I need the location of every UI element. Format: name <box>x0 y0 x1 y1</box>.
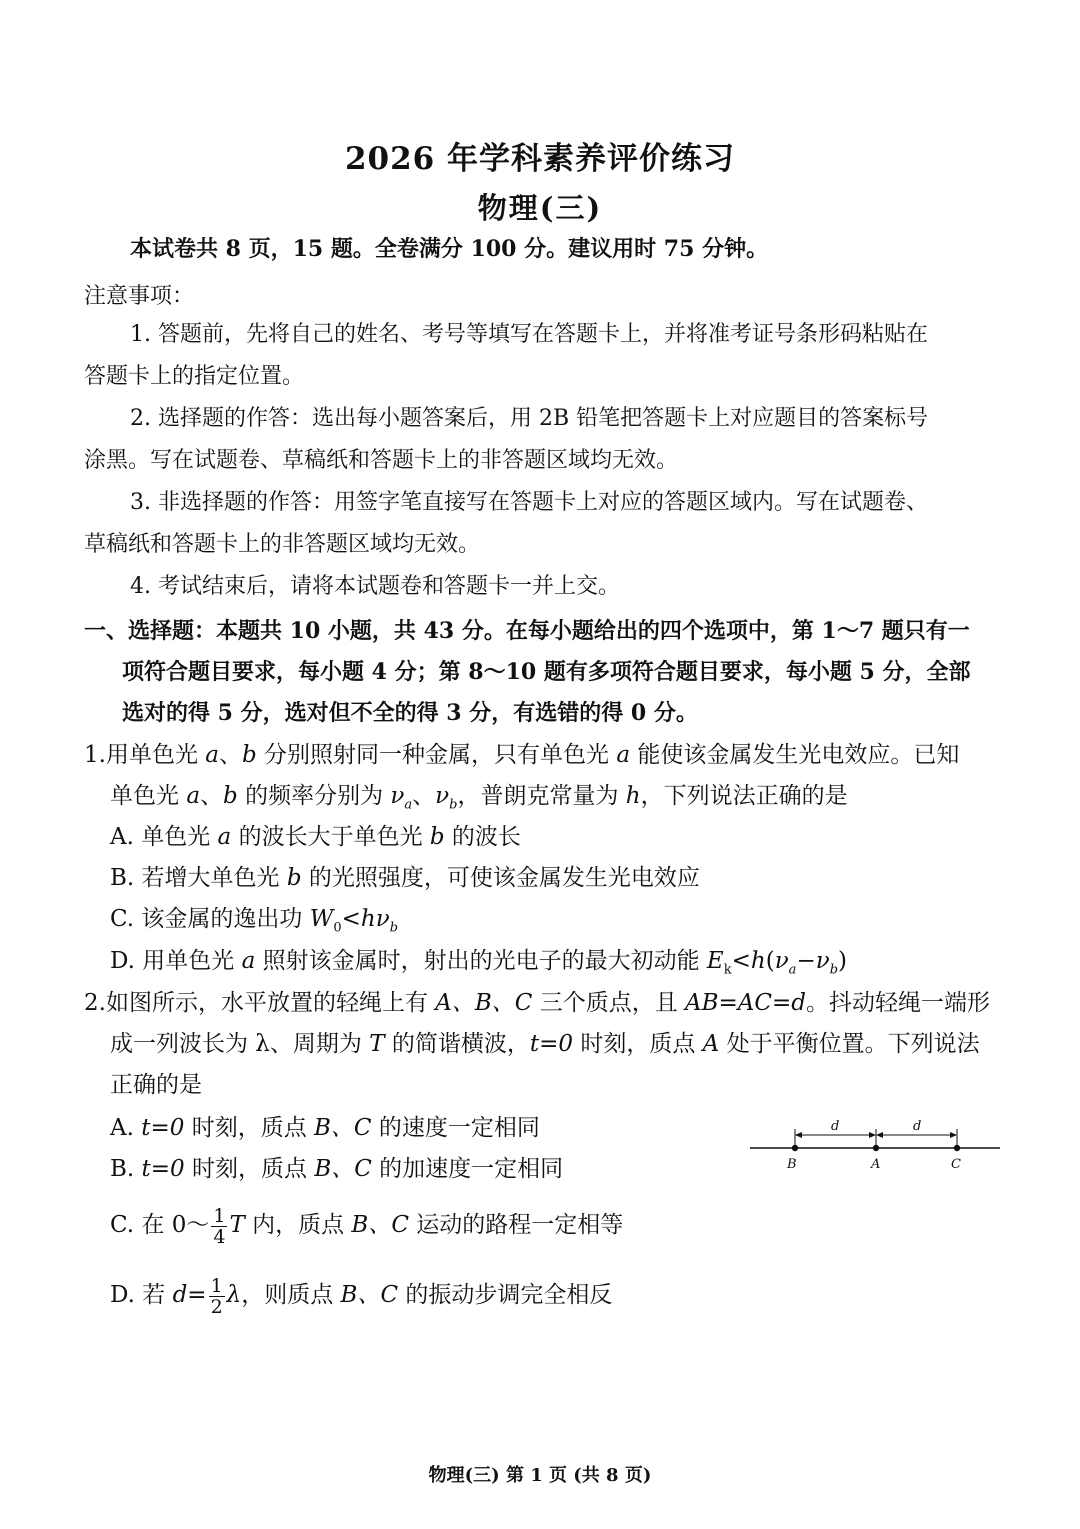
arrowhead <box>795 1132 802 1138</box>
fraction: $\frac{1}{4}$ <box>213 1204 226 1248</box>
notice-item-2: 2. 选择题的作答：选出每小题答案后，用 2B 铅笔把答题卡上对应题目的答案标号 <box>130 406 929 431</box>
point-b-label: B <box>787 1157 797 1172</box>
section-heading-cont-1: 项符合题目要求，每小题 4 分；第 8～10 题有多项符合题目要求，每小题 5 分，全部 <box>122 659 971 685</box>
page-title: 2026 年学科素养评价练习 <box>344 141 736 177</box>
arrowhead <box>876 1132 883 1138</box>
point-a-label: A <box>871 1157 881 1172</box>
question-1-option-a: A. 单色光 a 的波长大于单色光 b 的波长 <box>110 824 521 850</box>
question-1-option-c: C. 该金属的逸出功 $W_0<h\nu_b$ <box>110 906 399 936</box>
notice-item-3: 3. 非选择题的作答：用签字笔直接写在答题卡上对应的答题区域内。写在试题卷、 <box>130 490 928 515</box>
point-b <box>792 1145 798 1151</box>
question-2-stem: 2.如图所示，水平放置的轻绳上有 A、B、C 三个质点，且 AB=AC=d。抖动轻绳一端形 <box>84 990 991 1016</box>
question-2-option-a: A. t=0 时刻，质点 B、C 的速度一定相同 <box>110 1115 540 1141</box>
question-1-stem: 1.用单色光 a、b 分别照射同一种金属，只有单色光 a 能使该金属发生光电效应。已知 <box>84 742 960 768</box>
section-heading-cont-2: 选对的得 5 分，选对但不全的得 3 分，有选错的得 0 分。 <box>122 700 698 726</box>
notice-item-3-cont: 草稿纸和答题卡上的非答题区域均无效。 <box>84 532 481 557</box>
notice-item-1-cont: 答题卡上的指定位置。 <box>84 364 305 389</box>
question-1-option-d: D. 用单色光 a 照射该金属时，射出的光电子的最大初动能 $E_k<h(\nu_a-\nu_b)$ <box>110 948 848 978</box>
question-2-option-b: B. t=0 时刻，质点 B、C 的加速度一定相同 <box>110 1156 564 1182</box>
section-heading: 一、选择题：本题共 10 小题，共 43 分。在每小题给出的四个选项中，第 1～7 题只有一 <box>84 618 970 644</box>
point-c <box>954 1145 960 1151</box>
question-2-stem-cont: 成一列波长为 λ、周期为 T 的简谐横波，t=0 时刻，质点 A 处于平衡位置。下列说法 <box>110 1031 980 1057</box>
exam-info: 本试卷共 8 页，15 题。全卷满分 100 分。建议用时 75 分钟。 <box>130 236 769 262</box>
question-number: 1. <box>84 742 106 768</box>
question-number: 2. <box>84 990 106 1016</box>
distance-label: d <box>831 1119 840 1134</box>
point-a <box>873 1145 879 1151</box>
notice-item-1: 1. 答题前，先将自己的姓名、考号等填写在答题卡上，并将准考证号条形码粘贴在 <box>130 322 928 347</box>
question-1-stem-cont: 单色光 a、b 的频率分别为 $\nu_a$、$\nu_b$，普朗克常量为 h，下列说法正确的是 <box>110 783 848 813</box>
question-2-option-c: C. 在 0～ $\frac{1}{4}$ T 内，质点 B、C 运动的路程一定相等 <box>110 1204 624 1248</box>
arrowhead <box>950 1132 957 1138</box>
question-2-option-d: D. 若 d= $\frac{1}{2}$ λ，则质点 B、C 的振动步调完全相反 <box>110 1274 613 1318</box>
page-footer: 物理(三) 第 1 页 (共 8 页) <box>428 1465 652 1486</box>
rope-diagram <box>745 1112 1005 1182</box>
notice-heading: 注意事项： <box>84 284 195 309</box>
notice-item-4: 4. 考试结束后，请将本试题卷和答题卡一并上交。 <box>130 574 620 599</box>
question-1-option-b: B. 若增大单色光 b 的光照强度，可使该金属发生光电效应 <box>110 865 700 891</box>
arrowhead <box>869 1132 876 1138</box>
fraction: $\frac{1}{2}$ <box>210 1274 223 1318</box>
point-c-label: C <box>951 1157 961 1172</box>
question-2-stem-cont-2: 正确的是 <box>110 1072 202 1098</box>
page-subtitle: 物理(三) <box>477 191 603 225</box>
notice-item-2-cont: 涂黑。写在试题卷、草稿纸和答题卡上的非答题区域均无效。 <box>84 448 679 473</box>
distance-label: d <box>913 1119 922 1134</box>
